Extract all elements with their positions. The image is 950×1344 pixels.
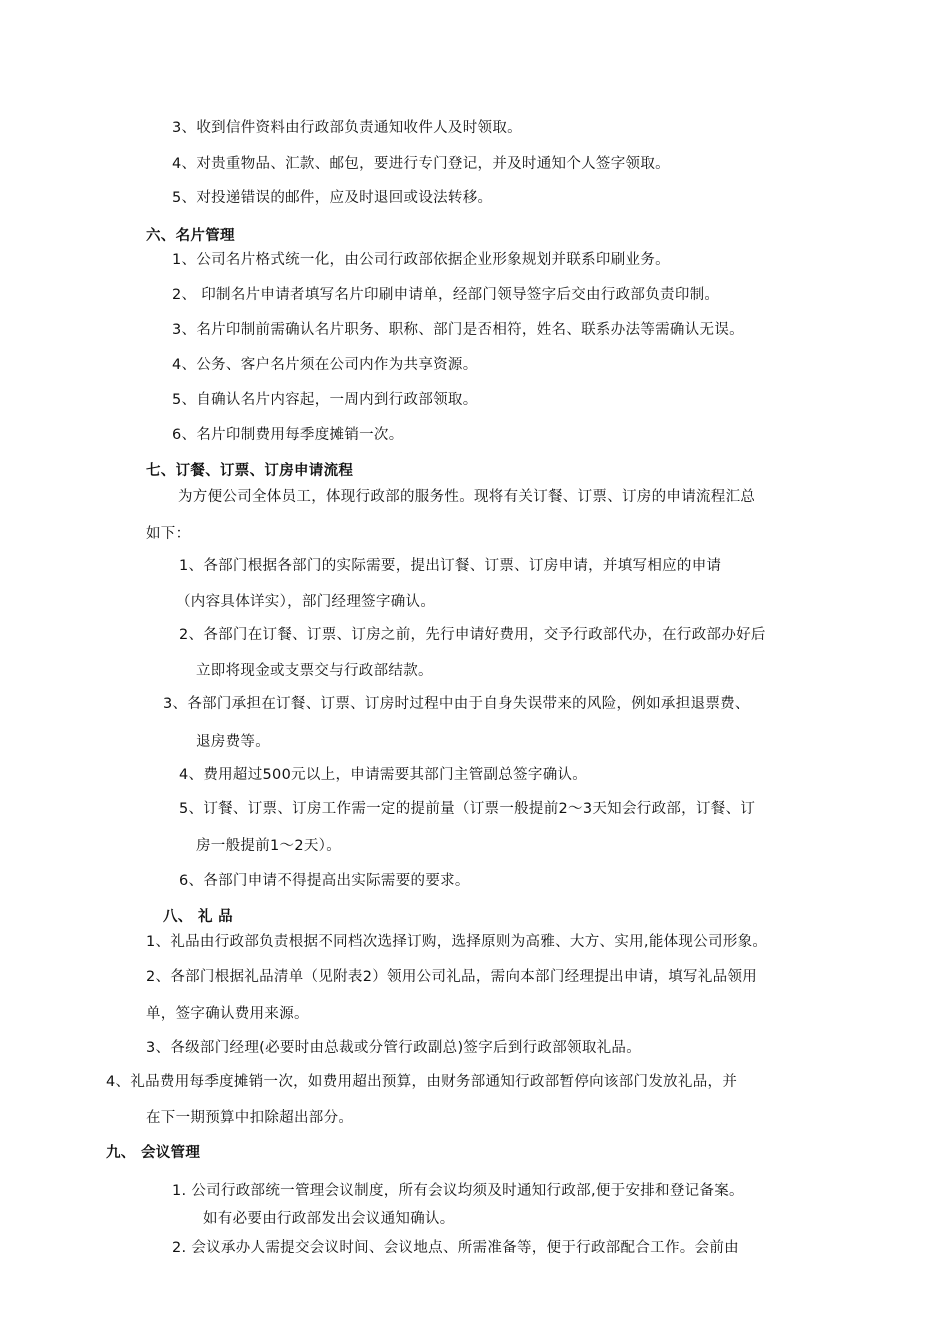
booking-intro-line2: 如下： bbox=[146, 526, 191, 542]
meeting-item-1-cont: 如有必要由行政部发出会议通知确认。 bbox=[203, 1211, 455, 1227]
gift-item-3: 3、各级部门经理(必要时由总裁或分管行政副总)签字后到行政部领取礼品。 bbox=[146, 1040, 642, 1056]
booking-item-3: 3、各部门承担在订餐、订票、订房时过程中由于自身失误带来的风险，例如承担退票费、 bbox=[163, 696, 750, 712]
booking-item-5-cont: 房一般提前1～2天）。 bbox=[196, 838, 341, 854]
booking-item-6: 6、各部门申请不得提高出实际需要的要求。 bbox=[179, 873, 470, 889]
gift-item-2: 2、各部门根据礼品清单（见附表2）领用公司礼品，需向本部门经理提出申请，填写礼品领用 bbox=[146, 969, 758, 985]
mail-item-5: 5、对投递错误的邮件，应及时退回或设法转移。 bbox=[172, 190, 493, 206]
booking-item-2-cont: 立即将现金或支票交与行政部结款。 bbox=[196, 663, 433, 679]
section-heading-meetings: 九、 会议管理 bbox=[106, 1145, 201, 1161]
meeting-item-2: 2. 会议承办人需提交会议时间、会议地点、所需准备等，便于行政部配合工作。会前由 bbox=[172, 1240, 739, 1256]
gift-item-2-cont: 单，签字确认费用来源。 bbox=[146, 1006, 309, 1022]
booking-item-2: 2、各部门在订餐、订票、订房之前，先行申请好费用，交予行政部代办，在行政部办好后 bbox=[179, 627, 766, 643]
section-heading-business-cards: 六、名片管理 bbox=[146, 228, 235, 244]
booking-intro-line1: 为方便公司全体员工，体现行政部的服务性。现将有关订餐、订票、订房的申请流程汇总 bbox=[178, 489, 756, 505]
section-heading-gifts: 八、 礼 品 bbox=[163, 909, 233, 925]
card-item-1: 1、公司名片格式统一化，由公司行政部依据企业形象规划并联系印刷业务。 bbox=[172, 252, 670, 268]
booking-item-4: 4、费用超过500元以上，申请需要其部门主管副总签字确认。 bbox=[179, 767, 588, 783]
booking-item-1: 1、各部门根据各部门的实际需要，提出订餐、订票、订房申请，并填写相应的申请 bbox=[179, 558, 722, 574]
mail-item-3: 3、收到信件资料由行政部负责通知收件人及时领取。 bbox=[172, 120, 522, 136]
card-item-6: 6、名片印制费用每季度摊销一次。 bbox=[172, 427, 404, 443]
meeting-item-1: 1. 公司行政部统一管理会议制度，所有会议均须及时通知行政部,便于安排和登记备案。 bbox=[172, 1183, 744, 1199]
gift-item-4-cont: 在下一期预算中扣除超出部分。 bbox=[146, 1110, 354, 1126]
card-item-2: 2、 印制名片申请者填写名片印刷申请单，经部门领导签字后交由行政部负责印制。 bbox=[172, 287, 720, 303]
booking-item-5: 5、订餐、订票、订房工作需一定的提前量（订票一般提前2～3天知会行政部，订餐、订 bbox=[179, 801, 756, 817]
booking-item-3-cont: 退房费等。 bbox=[196, 734, 270, 750]
mail-item-4: 4、对贵重物品、汇款、邮包，要进行专门登记，并及时通知个人签字领取。 bbox=[172, 156, 670, 172]
card-item-3: 3、名片印制前需确认名片职务、职称、部门是否相符，姓名、联系办法等需确认无误。 bbox=[172, 322, 744, 338]
card-item-4: 4、公务、客户名片须在公司内作为共享资源。 bbox=[172, 357, 478, 373]
gift-item-4: 4、礼品费用每季度摊销一次，如费用超出预算，由财务部通知行政部暂停向该部门发放礼品，并 bbox=[106, 1074, 738, 1090]
card-item-5: 5、自确认名片内容起，一周内到行政部领取。 bbox=[172, 392, 478, 408]
section-heading-booking: 七、订餐、订票、订房申请流程 bbox=[146, 463, 354, 479]
gift-item-1: 1、礼品由行政部负责根据不同档次选择订购，选择原则为高雅、大方、实用,能体现公司形象。 bbox=[146, 934, 768, 950]
booking-item-1-cont: （内容具体详实），部门经理签字确认。 bbox=[176, 594, 436, 610]
